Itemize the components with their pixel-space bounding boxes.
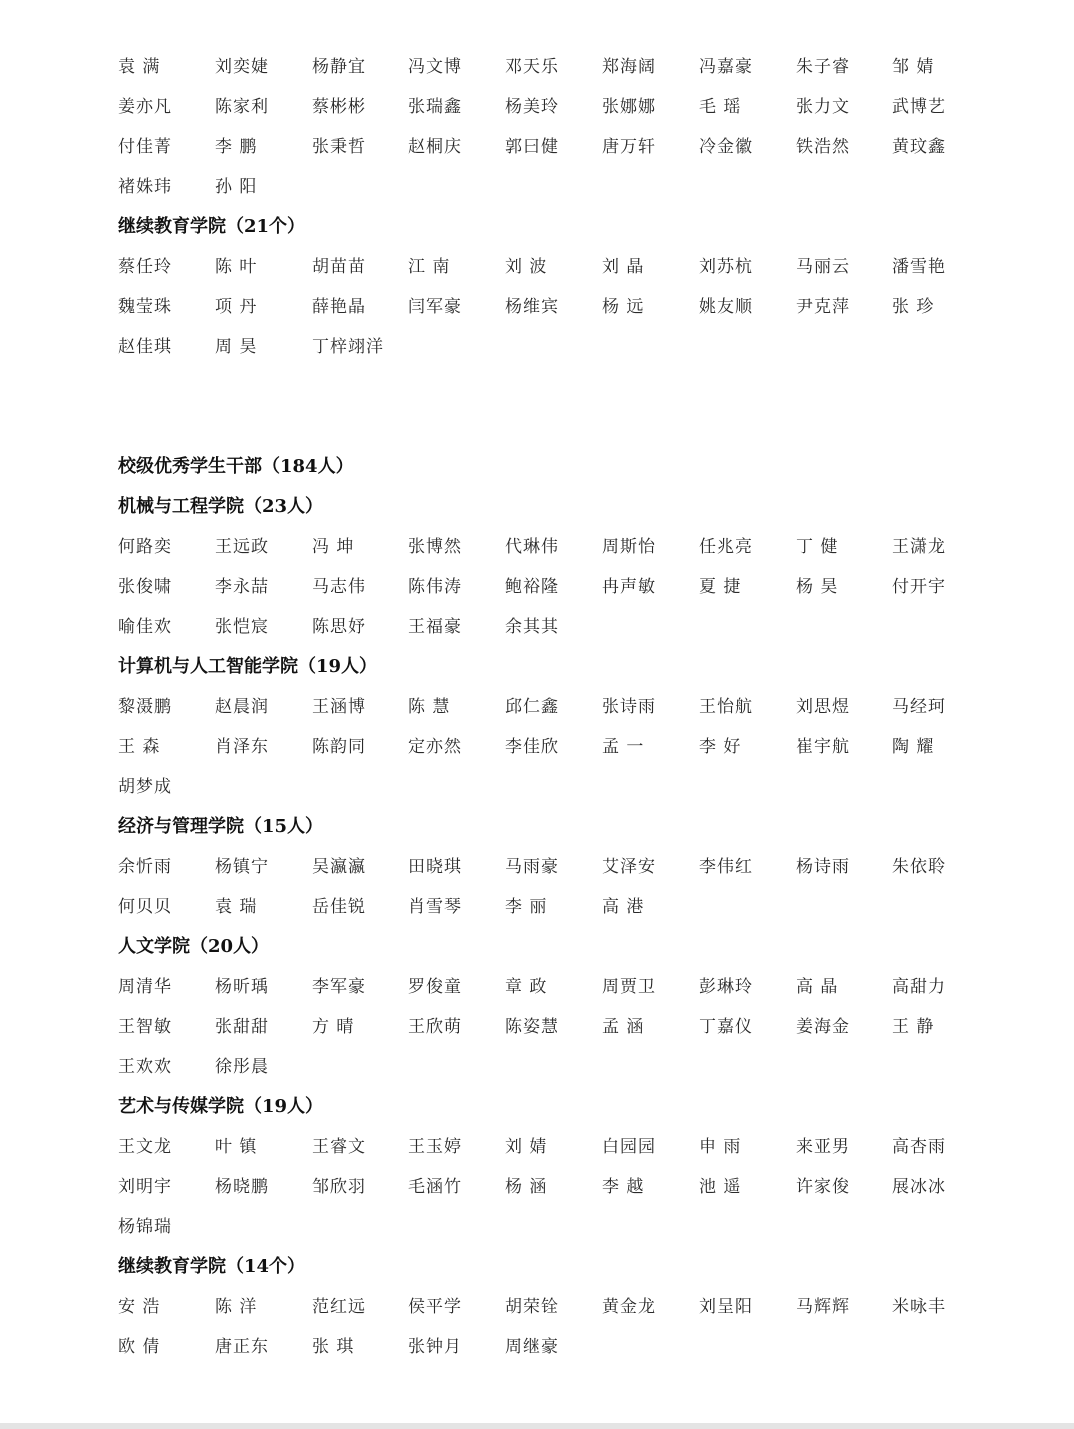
student-name: 许家俊 — [796, 1177, 850, 1197]
student-name: 陈家利 — [215, 97, 269, 117]
student-name: 张诗雨 — [602, 697, 656, 717]
section-heading: 人文学院（20人） — [118, 936, 270, 957]
student-name: 高甜力 — [892, 977, 946, 997]
student-name: 胡梦成 — [118, 777, 172, 797]
student-name: 王欣萌 — [408, 1017, 462, 1037]
name-row — [118, 95, 978, 135]
page-bottom-divider — [0, 1423, 1074, 1429]
student-name: 周 昊 — [215, 337, 258, 357]
name-row — [118, 295, 978, 335]
student-name: 丁嘉仪 — [699, 1017, 753, 1037]
student-name: 黄玟鑫 — [892, 137, 946, 157]
student-name: 朱依聆 — [892, 857, 946, 877]
student-name: 任兆亮 — [699, 537, 753, 557]
name-row — [118, 775, 978, 815]
student-name: 何路奕 — [118, 537, 172, 557]
student-name: 张俊啸 — [118, 577, 172, 597]
student-name: 申 雨 — [699, 1137, 742, 1157]
student-name: 杨美玲 — [505, 97, 559, 117]
student-name: 赵佳琪 — [118, 337, 172, 357]
student-name: 郑海阔 — [602, 57, 656, 77]
student-name: 胡荣铨 — [505, 1297, 559, 1317]
student-name: 陈伟涛 — [408, 577, 462, 597]
student-name: 赵桐庆 — [408, 137, 462, 157]
student-name: 马辉辉 — [796, 1297, 850, 1317]
student-name: 黄金龙 — [602, 1297, 656, 1317]
student-name: 高杏雨 — [892, 1137, 946, 1157]
student-name: 杨诗雨 — [796, 857, 850, 877]
student-name: 项 丹 — [215, 297, 258, 317]
student-name: 孙 阳 — [215, 177, 258, 197]
student-name: 肖雪琴 — [408, 897, 462, 917]
student-name: 姜海金 — [796, 1017, 850, 1037]
student-name: 杨锦瑞 — [118, 1217, 172, 1237]
student-name: 张瑞鑫 — [408, 97, 462, 117]
student-name: 丁梓翊洋 — [312, 337, 384, 357]
student-name: 付佳菁 — [118, 137, 172, 157]
student-name: 米咏丰 — [892, 1297, 946, 1317]
student-name: 刘明宇 — [118, 1177, 172, 1197]
student-name: 唐万轩 — [602, 137, 656, 157]
student-name: 杨晓鹏 — [215, 1177, 269, 1197]
name-row — [118, 895, 978, 935]
student-name: 褚姝玮 — [118, 177, 172, 197]
student-name: 定亦然 — [408, 737, 462, 757]
student-name: 李 鹏 — [215, 137, 258, 157]
student-name: 孟 涵 — [602, 1017, 645, 1037]
name-row — [118, 695, 978, 735]
student-name: 陈韵同 — [312, 737, 366, 757]
name-row — [118, 255, 978, 295]
student-name: 张 珍 — [892, 297, 935, 317]
student-name: 方 晴 — [312, 1017, 355, 1037]
name-row — [118, 1295, 978, 1335]
student-name: 薛艳晶 — [312, 297, 366, 317]
name-row — [118, 615, 978, 655]
student-name: 徐彤晨 — [215, 1057, 269, 1077]
name-row — [118, 55, 978, 95]
student-name: 王文龙 — [118, 1137, 172, 1157]
student-name: 唐正东 — [215, 1337, 269, 1357]
student-name: 李佳欣 — [505, 737, 559, 757]
student-name: 王 森 — [118, 737, 161, 757]
name-row — [118, 855, 978, 895]
section-heading: 计算机与人工智能学院（19人） — [118, 656, 378, 677]
student-name: 叶 镇 — [215, 1137, 258, 1157]
student-name: 高 港 — [602, 897, 645, 917]
student-name: 赵晨润 — [215, 697, 269, 717]
student-name: 冯文博 — [408, 57, 462, 77]
student-name: 杨昕瑀 — [215, 977, 269, 997]
student-name: 姜亦凡 — [118, 97, 172, 117]
student-name: 王欢欢 — [118, 1057, 172, 1077]
student-name: 王涵博 — [312, 697, 366, 717]
student-name: 袁 瑞 — [215, 897, 258, 917]
name-row — [118, 1175, 978, 1215]
student-name: 余忻雨 — [118, 857, 172, 877]
student-name: 张甜甜 — [215, 1017, 269, 1037]
student-name: 铁浩然 — [796, 137, 850, 157]
student-name: 代琳伟 — [505, 537, 559, 557]
student-name: 邓天乐 — [505, 57, 559, 77]
section-heading: 校级优秀学生干部（184人） — [118, 456, 354, 477]
student-name: 李永喆 — [215, 577, 269, 597]
student-name: 杨镇宁 — [215, 857, 269, 877]
student-name: 张秉哲 — [312, 137, 366, 157]
student-name: 侯平学 — [408, 1297, 462, 1317]
section-heading: 艺术与传媒学院（19人） — [118, 1096, 324, 1117]
student-name: 王潇龙 — [892, 537, 946, 557]
student-name: 李 越 — [602, 1177, 645, 1197]
student-name: 欧 倩 — [118, 1337, 161, 1357]
section-heading: 继续教育学院（14个） — [118, 1256, 306, 1277]
student-name: 王福豪 — [408, 617, 462, 637]
name-row — [118, 535, 978, 575]
student-name: 张钟月 — [408, 1337, 462, 1357]
student-name: 刘 婧 — [505, 1137, 548, 1157]
student-name: 李伟红 — [699, 857, 753, 877]
student-name: 冯 坤 — [312, 537, 355, 557]
student-name: 马雨豪 — [505, 857, 559, 877]
student-name: 马丽云 — [796, 257, 850, 277]
student-name: 邱仁鑫 — [505, 697, 559, 717]
student-name: 何贝贝 — [118, 897, 172, 917]
student-name: 池 遥 — [699, 1177, 742, 1197]
student-name: 杨 涵 — [505, 1177, 548, 1197]
student-name: 邹 婧 — [892, 57, 935, 77]
name-row — [118, 1015, 978, 1055]
student-name: 蔡彬彬 — [312, 97, 366, 117]
student-name: 余其其 — [505, 617, 559, 637]
student-name: 杨 远 — [602, 297, 645, 317]
student-name: 王远政 — [215, 537, 269, 557]
student-name: 杨维宾 — [505, 297, 559, 317]
student-name: 武博艺 — [892, 97, 946, 117]
student-name: 周继豪 — [505, 1337, 559, 1357]
student-name: 张娜娜 — [602, 97, 656, 117]
student-name: 陈思妤 — [312, 617, 366, 637]
student-name: 张 琪 — [312, 1337, 355, 1357]
section-heading: 经济与管理学院（15人） — [118, 816, 324, 837]
student-name: 王智敏 — [118, 1017, 172, 1037]
name-row — [118, 135, 978, 175]
student-name: 安 浩 — [118, 1297, 161, 1317]
name-row — [118, 735, 978, 775]
student-name: 王 静 — [892, 1017, 935, 1037]
student-name: 展冰冰 — [892, 1177, 946, 1197]
student-name: 潘雪艳 — [892, 257, 946, 277]
student-name: 刘 晶 — [602, 257, 645, 277]
student-name: 崔宇航 — [796, 737, 850, 757]
student-name: 来亚男 — [796, 1137, 850, 1157]
name-row — [118, 175, 978, 215]
name-row — [118, 1335, 978, 1375]
student-name: 李 好 — [699, 737, 742, 757]
student-name: 姚友顺 — [699, 297, 753, 317]
student-name: 刘苏杭 — [699, 257, 753, 277]
student-name: 冉声敏 — [602, 577, 656, 597]
student-name: 彭琳玲 — [699, 977, 753, 997]
student-name: 周清华 — [118, 977, 172, 997]
student-name: 毛 瑶 — [699, 97, 742, 117]
student-name: 马志伟 — [312, 577, 366, 597]
student-name: 丁 健 — [796, 537, 839, 557]
student-name: 陈 洋 — [215, 1297, 258, 1317]
student-name: 李 丽 — [505, 897, 548, 917]
student-name: 袁 满 — [118, 57, 161, 77]
student-name: 张博然 — [408, 537, 462, 557]
student-name: 闫军豪 — [408, 297, 462, 317]
student-name: 刘思煜 — [796, 697, 850, 717]
student-name: 周贾卫 — [602, 977, 656, 997]
student-name: 王怡航 — [699, 697, 753, 717]
student-name: 高 晶 — [796, 977, 839, 997]
student-name: 陶 耀 — [892, 737, 935, 757]
student-name: 田晓琪 — [408, 857, 462, 877]
student-name: 胡苗苗 — [312, 257, 366, 277]
student-name: 江 南 — [408, 257, 451, 277]
student-name: 章 政 — [505, 977, 548, 997]
student-name: 杨静宜 — [312, 57, 366, 77]
student-name: 朱子睿 — [796, 57, 850, 77]
student-name: 岳佳锐 — [312, 897, 366, 917]
section-heading: 继续教育学院（21个） — [118, 216, 306, 237]
name-row — [118, 1215, 978, 1255]
student-name: 夏 捷 — [699, 577, 742, 597]
student-name: 艾泽安 — [602, 857, 656, 877]
student-name: 鲍裕隆 — [505, 577, 559, 597]
student-name: 郭曰健 — [505, 137, 559, 157]
student-name: 周斯怡 — [602, 537, 656, 557]
student-name: 冯嘉豪 — [699, 57, 753, 77]
student-name: 张力文 — [796, 97, 850, 117]
student-name: 王玉婷 — [408, 1137, 462, 1157]
student-name: 范红远 — [312, 1297, 366, 1317]
student-name: 刘呈阳 — [699, 1297, 753, 1317]
student-name: 魏莹珠 — [118, 297, 172, 317]
student-name: 刘 波 — [505, 257, 548, 277]
name-row — [118, 1135, 978, 1175]
name-row — [118, 575, 978, 615]
name-row — [118, 335, 978, 375]
student-name: 邹欣羽 — [312, 1177, 366, 1197]
name-row — [118, 975, 978, 1015]
student-name: 喻佳欢 — [118, 617, 172, 637]
student-name: 罗俊童 — [408, 977, 462, 997]
student-name: 孟 一 — [602, 737, 645, 757]
student-name: 蔡任玲 — [118, 257, 172, 277]
student-name: 黎滠鹏 — [118, 697, 172, 717]
student-name: 杨 昊 — [796, 577, 839, 597]
student-name: 毛涵竹 — [408, 1177, 462, 1197]
student-name: 王睿文 — [312, 1137, 366, 1157]
student-name: 李军豪 — [312, 977, 366, 997]
student-name: 白园园 — [602, 1137, 656, 1157]
student-name: 陈 叶 — [215, 257, 258, 277]
section-heading: 机械与工程学院（23人） — [118, 496, 324, 517]
student-name: 付开宇 — [892, 577, 946, 597]
student-name: 陈姿慧 — [505, 1017, 559, 1037]
student-name: 冷金徽 — [699, 137, 753, 157]
student-name: 陈 慧 — [408, 697, 451, 717]
student-name: 吴瀛瀛 — [312, 857, 366, 877]
student-name: 刘奕婕 — [215, 57, 269, 77]
student-name: 尹克萍 — [796, 297, 850, 317]
name-row — [118, 1055, 978, 1095]
student-name: 马经珂 — [892, 697, 946, 717]
student-name: 张恺宸 — [215, 617, 269, 637]
student-name: 肖泽东 — [215, 737, 269, 757]
